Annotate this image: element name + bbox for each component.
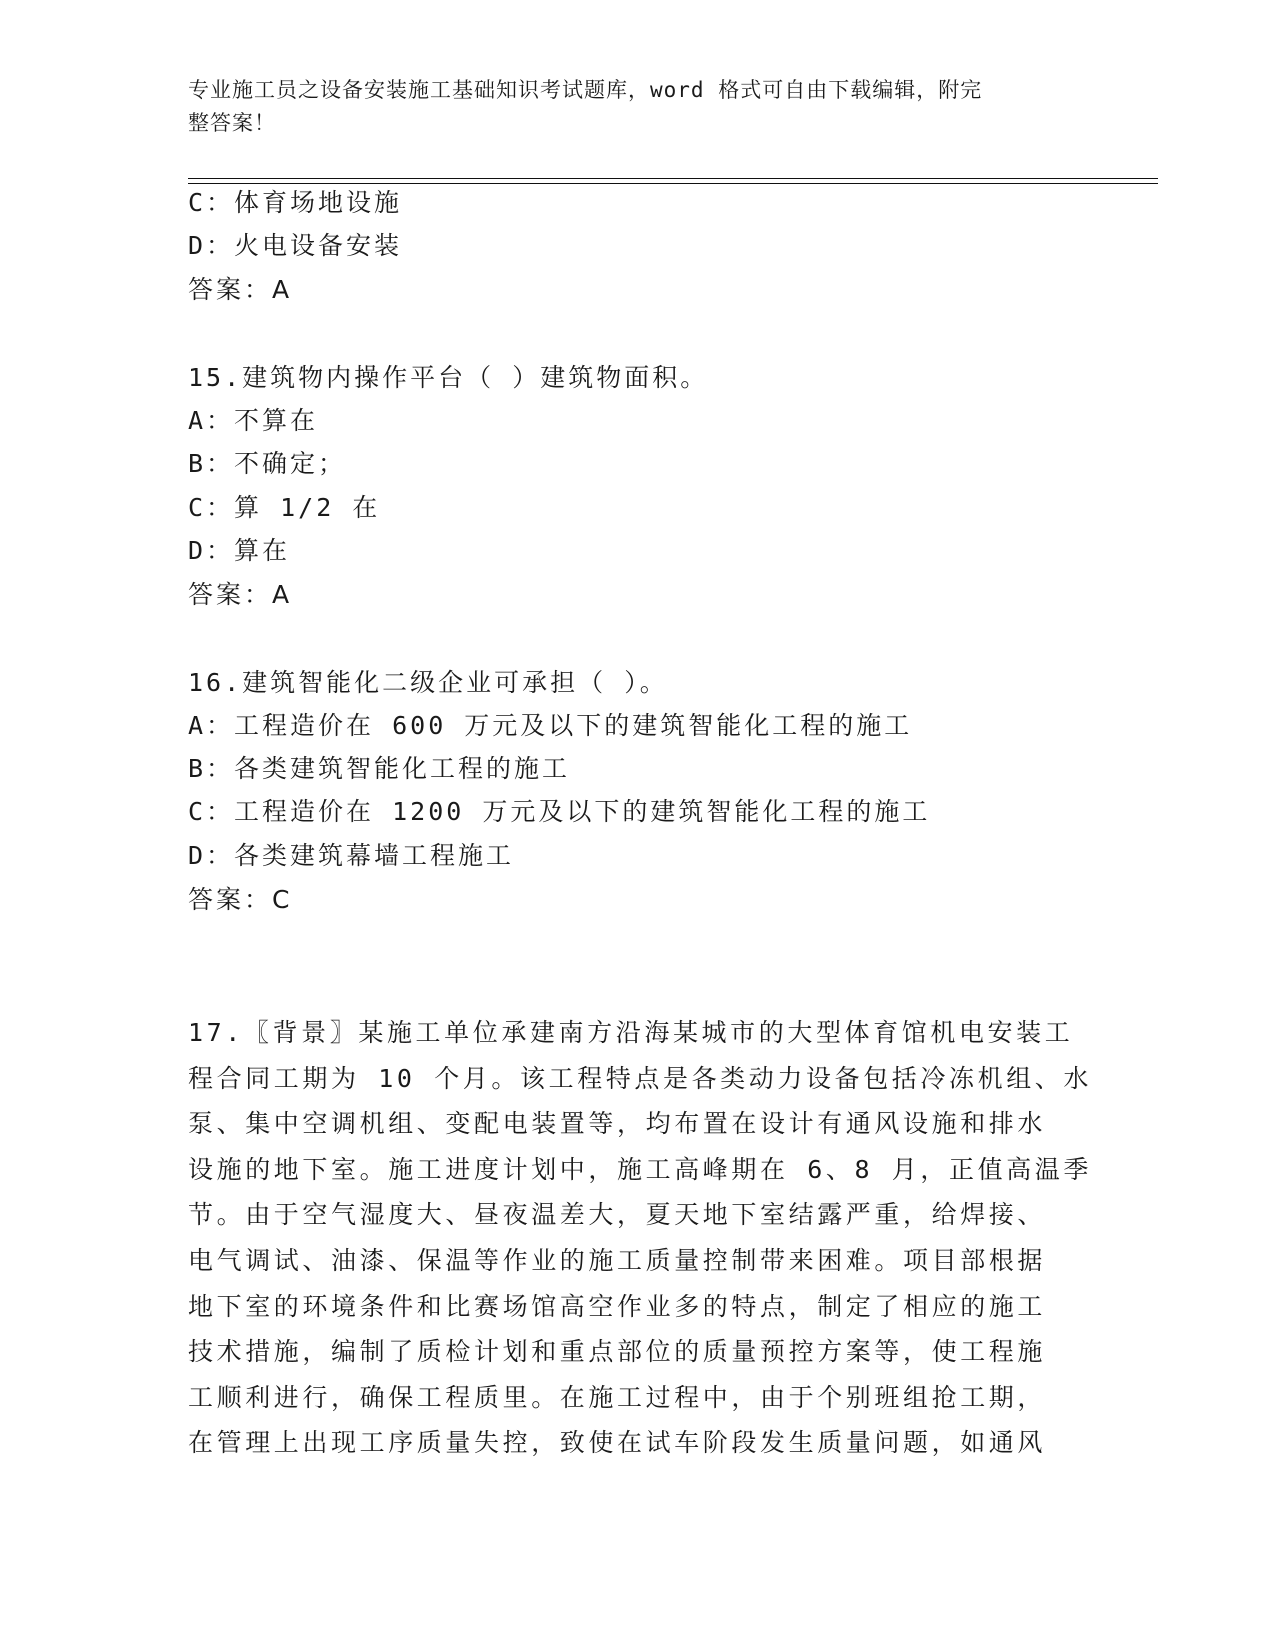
q16-question: 16.建筑智能化二级企业可承担（ ）。 bbox=[188, 668, 668, 697]
q15-answer: 答案：A bbox=[188, 580, 293, 609]
q15-option-c: C：算 1/2 在 bbox=[188, 493, 381, 522]
q14-answer: 答案：A bbox=[188, 275, 293, 304]
q15-question: 15.建筑物内操作平台（ ）建筑物面积。 bbox=[188, 363, 709, 392]
q15-option-d: D：算在 bbox=[188, 536, 291, 565]
document-header bbox=[188, 74, 1088, 140]
header-line-2: 整答案！ bbox=[188, 111, 276, 135]
header-rule-bottom bbox=[188, 183, 1158, 184]
q17-line: 泵、集中空调机组、变配电装置等，均布置在设计有通风设施和排水 bbox=[188, 1109, 1047, 1139]
header-line-1: 专业施工员之设备安装施工基础知识考试题库，word 格式可自由下载编辑，附完 bbox=[188, 78, 983, 102]
q16-option-b: B：各类建筑智能化工程的施工 bbox=[188, 754, 571, 783]
q17-line: 电气调试、油漆、保温等作业的施工质量控制带来困难。项目部根据 bbox=[188, 1245, 1047, 1275]
q14-option-c: C：体育场地设施 bbox=[188, 188, 403, 217]
q16-option-c: C：工程造价在 1200 万元及以下的建筑智能化工程的施工 bbox=[188, 797, 931, 826]
q16-option-a: A：工程造价在 600 万元及以下的建筑智能化工程的施工 bbox=[188, 711, 913, 740]
q17-line: 工顺利进行，确保工程质里。在施工过程中，由于个别班组抢工期， bbox=[188, 1382, 1047, 1412]
q17-line: 设施的地下室。施工进度计划中，施工高峰期在 6、8 月，正值高温季 bbox=[188, 1154, 1093, 1184]
q14-option-d: D：火电设备安装 bbox=[188, 231, 403, 260]
q17-paragraph bbox=[188, 1010, 1093, 1466]
q15-option-b: B：不确定； bbox=[188, 449, 347, 478]
q17-line: 地下室的环境条件和比赛场馆高空作业多的特点，制定了相应的施工 bbox=[188, 1291, 1047, 1321]
q17-line: 节。由于空气湿度大、昼夜温差大，夏天地下室结露严重，给焊接、 bbox=[188, 1200, 1047, 1230]
q17-line: 程合同工期为 10 个月。该工程特点是各类动力设备包括冷冻机组、水 bbox=[188, 1063, 1093, 1093]
q16-answer: 答案：C bbox=[188, 885, 293, 914]
header-rule-top bbox=[188, 178, 1158, 179]
q17-line: 在管理上出现工序质量失控，致使在试车阶段发生质量问题，如通风 bbox=[188, 1428, 1047, 1458]
q15-option-a: A：不算在 bbox=[188, 406, 319, 435]
q17-line: 技术措施，编制了质检计划和重点部位的质量预控方案等，使工程施 bbox=[188, 1337, 1047, 1367]
q16-option-d: D：各类建筑幕墙工程施工 bbox=[188, 841, 515, 870]
q17-line: 17.〖背景〗某施工单位承建南方沿海某城市的大型体育馆机电安装工 bbox=[188, 1018, 1074, 1047]
